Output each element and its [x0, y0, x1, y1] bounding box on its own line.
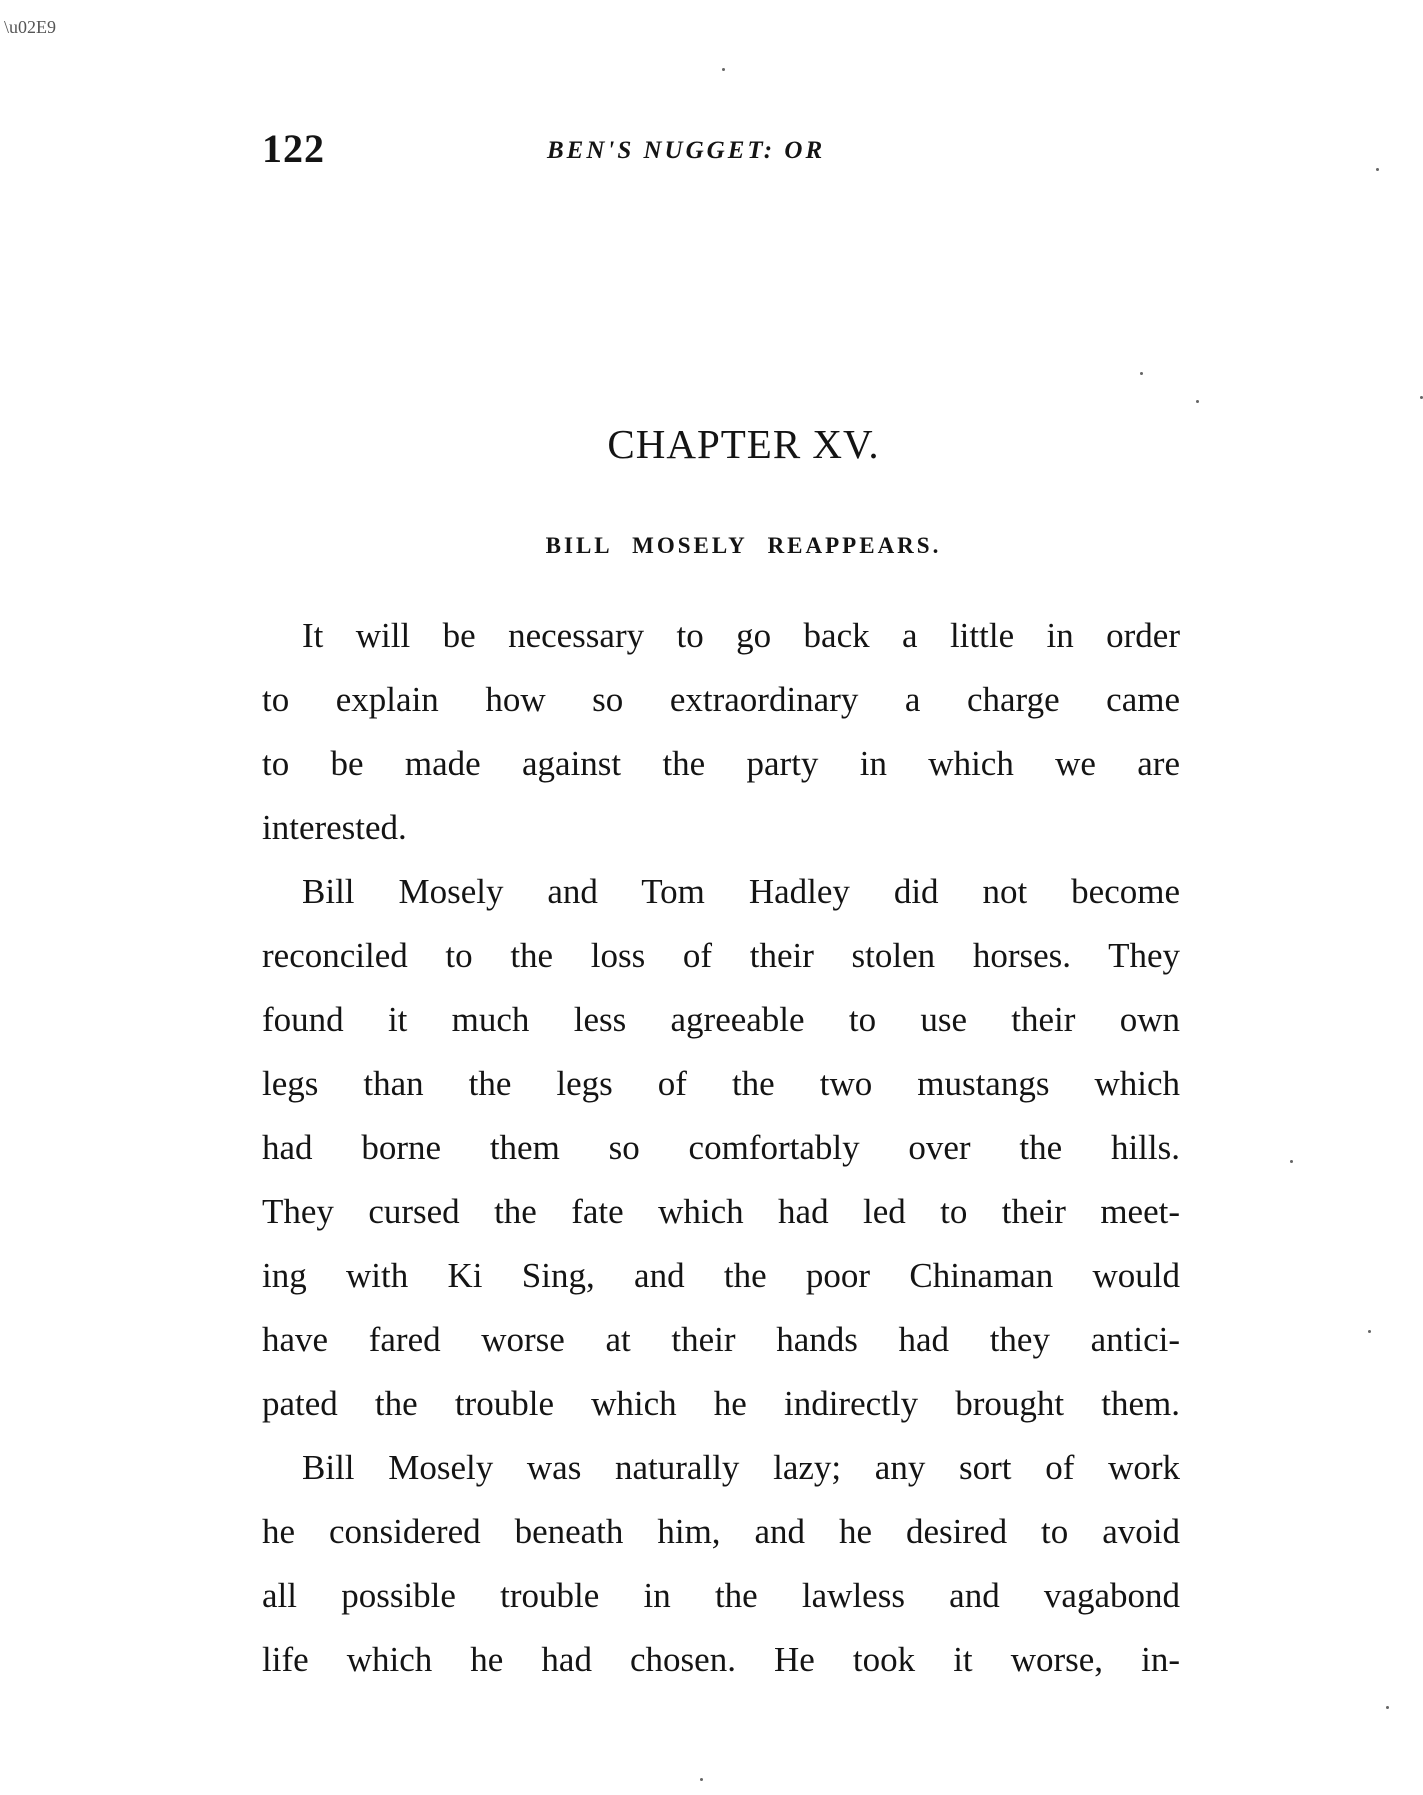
- text-line: pated the trouble which he indirectly brought them.: [262, 1384, 1180, 1423]
- scan-speck: [1290, 1160, 1293, 1163]
- scan-speck: [1140, 372, 1143, 375]
- chapter-title: CHAPTER XV.: [607, 421, 880, 467]
- scan-corner-mark: \u02E9: [4, 17, 56, 37]
- text-line: reconciled to the loss of their stolen horses. They: [262, 936, 1180, 975]
- text-line: Bill Mosely and Tom Hadley did not become: [302, 872, 1180, 911]
- text-line: ing with Ki Sing, and the poor Chinaman would: [262, 1256, 1180, 1295]
- text-line: interested.: [262, 808, 407, 847]
- text-line: found it much less agreeable to use their own: [262, 1000, 1180, 1039]
- scan-speck: [1368, 1330, 1371, 1333]
- scan-speck: [700, 1778, 703, 1781]
- scan-speck: [1376, 168, 1379, 171]
- text-line: They cursed the fate which had led to their meet-: [262, 1192, 1180, 1231]
- page-header: [262, 125, 1182, 175]
- text-line: had borne them so comfortably over the hills.: [262, 1128, 1180, 1167]
- scan-speck: [722, 68, 725, 71]
- text-line: he considered beneath him, and he desired to avoid: [262, 1512, 1180, 1551]
- scan-speck: [1196, 400, 1199, 403]
- text-line: life which he had chosen. He took it worse, in-: [262, 1640, 1180, 1679]
- body-text: [262, 604, 1180, 1692]
- running-head: BEN'S NUGGET: OR: [547, 137, 826, 164]
- text-line: have fared worse at their hands had they antici-: [262, 1320, 1180, 1359]
- text-line: legs than the legs of the two mustangs which: [262, 1064, 1180, 1103]
- chapter-subtitle: BILL MOSELY REAPPEARS.: [545, 533, 942, 558]
- text-line: to explain how so extraordinary a charge came: [262, 680, 1180, 719]
- text-line: It will be necessary to go back a little in order: [302, 616, 1180, 655]
- text-line: all possible trouble in the lawless and vagabond: [262, 1576, 1180, 1615]
- text-line: to be made against the party in which we are: [262, 744, 1180, 783]
- text-line: Bill Mosely was naturally lazy; any sort of work: [302, 1448, 1180, 1487]
- scan-speck: [1386, 1706, 1389, 1709]
- page-number: 122: [262, 126, 325, 171]
